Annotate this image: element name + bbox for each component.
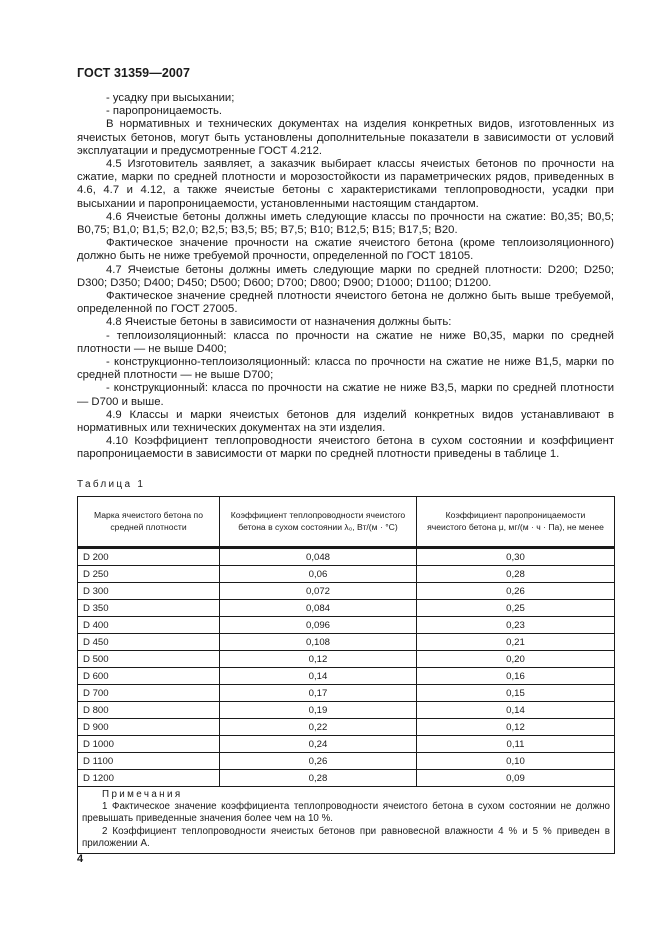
cell-conductivity: 0,06 — [220, 566, 417, 583]
paragraph: - усадку при высыхании; — [106, 92, 235, 104]
paragraph: - конструкционно-теплоизоляционный: класса по прочности на сжатие не ниже B1,5, марки по средней плотности — не выше D700; — [77, 356, 614, 382]
cell-grade: D 1200 — [78, 770, 220, 787]
cell-grade: D 800 — [78, 702, 220, 719]
cell-permeability: 0,20 — [417, 651, 615, 668]
cell-grade: D 450 — [78, 634, 220, 651]
column-header-thermal-conductivity: Коэффициент теплопроводности ячеистого бетона в сухом состоянии λ₀, Вт/(м · °С) — [220, 497, 417, 548]
cell-grade: D 600 — [78, 668, 220, 685]
paragraph: - теплоизоляционный: класса по прочности на сжатие не ниже B0,35, марки по средней плотности — не выше D400; — [77, 329, 614, 355]
table-notes-row — [78, 787, 615, 854]
table-row — [78, 702, 615, 719]
cell-grade: D 400 — [78, 617, 220, 634]
paragraph: 4.8 Ячеистые бетоны в зависимости от назначения должны быть: — [106, 316, 452, 329]
column-header-density-grade: Марка ячеистого бетона по средней плотности — [78, 497, 220, 548]
standard-title: ГОСТ 31359—2007 — [77, 66, 191, 80]
paragraph: 4.5 Изготовитель заявляет, а заказчик выбирает классы ячеистых бетонов по прочности на сжатие, марки по средней плотности и морозостойкости из параметрических рядов, приведенных в 4.6, 4.7 и 4.12, а также ячеистые бетоны с характеристиками теплопроводности, усадки при высыхании и паропроницаемости, установленными настоящим стандартом. — [77, 158, 614, 210]
paragraph: 4.6 Ячеистые бетоны должны иметь следующие классы по прочности на сжатие: B0,35; B0,5; B0,75; B1,0; B1,5; B2,0; B2,5; B3,5; B5; B7,5; B10; B12,5; B15; B17,5; B20. — [77, 210, 614, 237]
cell-grade: D 250 — [78, 566, 220, 583]
table-caption: Таблица 1 — [77, 479, 146, 490]
table-row — [78, 685, 615, 702]
table-row — [78, 566, 615, 583]
cell-conductivity: 0,24 — [220, 736, 417, 753]
cell-grade: D 200 — [78, 548, 220, 566]
page-number: 4 — [77, 853, 84, 865]
cell-permeability: 0,30 — [417, 548, 615, 566]
cell-grade: D 700 — [78, 685, 220, 702]
cell-permeability: 0,25 — [417, 600, 615, 617]
cell-grade: D 1000 — [78, 736, 220, 753]
cell-conductivity: 0,17 — [220, 685, 417, 702]
table-row — [78, 600, 615, 617]
table-row — [78, 668, 615, 685]
cell-permeability: 0,12 — [417, 719, 615, 736]
column-header-vapor-permeability: Коэффициент паропроницаемости ячеистого бетона μ, мг/(м · ч · Па), не менее — [417, 497, 615, 548]
data-table — [77, 496, 615, 854]
table-header-row — [78, 497, 615, 548]
paragraph: 4.10 Коэффициент теплопроводности ячеистого бетона в сухом состоянии и коэффициент паропроницаемости в зависимости от марки по средней плотности приведены в таблице 1. — [77, 435, 614, 461]
cell-permeability: 0,26 — [417, 583, 615, 600]
cell-permeability: 0,28 — [417, 566, 615, 583]
table-row — [78, 617, 615, 634]
cell-conductivity: 0,19 — [220, 702, 417, 719]
table-notes — [78, 787, 615, 854]
cell-conductivity: 0,072 — [220, 583, 417, 600]
cell-grade: D 900 — [78, 719, 220, 736]
paragraph: Фактическое значение прочности на сжатие ячеистого бетона (кроме теплоизоляционного) должно быть не ниже требуемой прочности, определенной по ГОСТ 18105. — [77, 237, 614, 263]
paragraph: 4.9 Классы и марки ячеистых бетонов для изделий конкретных видов устанавливают в нормативных или технических документах на эти изделия. — [77, 408, 614, 435]
table-row — [78, 651, 615, 668]
paragraph: - паропроницаемость. — [106, 105, 223, 118]
table-row — [78, 719, 615, 736]
notes-title: Примечания — [102, 789, 183, 800]
note-item: 1 Фактическое значение коэффициента теплопроводности ячеистого бетона в сухом состоянии не должно превышать приведенные значения более чем на 10 %. — [82, 801, 610, 825]
cell-conductivity: 0,096 — [220, 617, 417, 634]
cell-conductivity: 0,14 — [220, 668, 417, 685]
cell-conductivity: 0,26 — [220, 753, 417, 770]
cell-grade: D 1100 — [78, 753, 220, 770]
cell-conductivity: 0,048 — [220, 548, 417, 566]
cell-permeability: 0,21 — [417, 634, 615, 651]
cell-conductivity: 0,108 — [220, 634, 417, 651]
paragraph: Фактическое значение средней плотности ячеистого бетона не должно быть выше требуемой, определенной по ГОСТ 27005. — [77, 290, 614, 316]
table-row — [78, 736, 615, 753]
cell-permeability: 0,23 — [417, 617, 615, 634]
cell-permeability: 0,14 — [417, 702, 615, 719]
table-row — [78, 583, 615, 600]
paragraph: - конструкционный: класса по прочности на сжатие не ниже B3,5, марки по средней плотности — D700 и выше. — [77, 382, 614, 408]
cell-permeability: 0,16 — [417, 668, 615, 685]
table-row — [78, 634, 615, 651]
cell-permeability: 0,15 — [417, 685, 615, 702]
cell-grade: D 500 — [78, 651, 220, 668]
body-text — [77, 92, 614, 462]
cell-grade: D 300 — [78, 583, 220, 600]
cell-conductivity: 0,22 — [220, 719, 417, 736]
cell-conductivity: 0,12 — [220, 651, 417, 668]
paragraph: В нормативных и технических документах на изделия конкретных видов, изготовленных из ячеистых бетонов, могут быть установлены дополнительные показатели в зависимости от условий эксплуатации и предусмотренные ГОСТ 4.212. — [77, 118, 614, 157]
table-row — [78, 548, 615, 566]
cell-conductivity: 0,084 — [220, 600, 417, 617]
cell-conductivity: 0,28 — [220, 770, 417, 787]
cell-permeability: 0,11 — [417, 736, 615, 753]
table-row — [78, 770, 615, 787]
cell-permeability: 0,10 — [417, 753, 615, 770]
table-row — [78, 753, 615, 770]
cell-permeability: 0,09 — [417, 770, 615, 787]
note-item: 2 Коэффициент теплопроводности ячеистых бетонов при равновесной влажности 4 % и 5 % приведен в приложении А. — [82, 825, 610, 849]
cell-grade: D 350 — [78, 600, 220, 617]
paragraph: 4.7 Ячеистые бетоны должны иметь следующие марки по средней плотности: D200; D250; D300; D350; D400; D450; D500; D600; D700; D800; D900; D1000; D1100; D1200. — [77, 263, 614, 289]
